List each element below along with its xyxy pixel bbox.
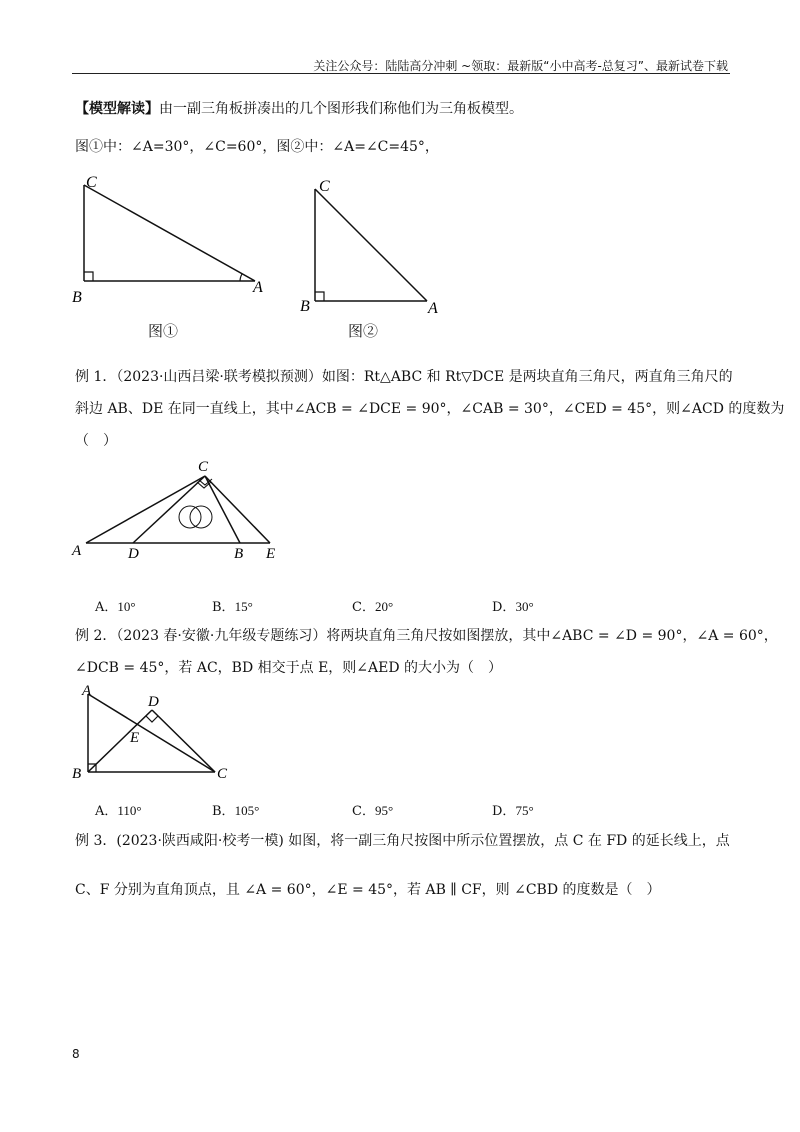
option-key: D．: [492, 600, 516, 615]
fig2-label-c: C: [319, 178, 330, 195]
example-2-line-1: 例 2．（2023 春·安徽·九年级专题练习）将两块直角三角尺按如图摆放，其中∠ABC = ∠D = 90°，∠A = 60°，: [75, 628, 778, 644]
ex2-label-e: E: [130, 730, 140, 746]
ex2-label-d: D: [148, 694, 159, 710]
ex2-label-c: C: [217, 766, 228, 782]
ex1-label-c: C: [198, 459, 209, 475]
option-key: B．: [212, 804, 235, 819]
option-value: 30°: [515, 599, 534, 614]
option-value: 105°: [234, 803, 260, 818]
example-2-diagram: [70, 680, 240, 785]
example-1-option-a: [95, 596, 136, 615]
ex2-label-a: A: [82, 683, 92, 699]
example-3-line-1: 例 3．(2023·陕西咸阳·校考一模) 如图，将一副三角尺按图中所示位置摆放，点 C 在 FD 的延长线上，点: [75, 833, 730, 849]
example-1-line-3: （ ）: [75, 433, 117, 449]
option-value: 75°: [515, 803, 534, 818]
example-1-option-b: [212, 596, 253, 615]
intro-tag: 【模型解读】: [75, 101, 159, 117]
ex1-label-a: A: [72, 543, 82, 559]
fig2-label-a: A: [428, 300, 438, 317]
example-1-option-d: [492, 596, 534, 615]
page-header: 关注公众号：陆陆高分冲刺 ~领取：最新版“小中高考-总复习”、最新试卷下载: [313, 59, 728, 73]
option-key: A．: [95, 600, 118, 615]
option-key: D．: [492, 804, 516, 819]
figure-1-caption: 图①: [148, 322, 179, 340]
option-value: 95°: [374, 803, 394, 818]
example-2-line-2: ∠DCB = 45°，若 AC，BD 相交于点 E，则∠AED 的大小为（ ）: [75, 660, 503, 676]
fig1-label-b: B: [72, 289, 82, 306]
figure-1-diagram: [70, 170, 280, 310]
example-1-line-1: 例 1．（2023·山西吕梁·联考模拟预测）如图：Rt△ABC 和 Rt▽DCE 是两块直角三角尺，两直角三角尺的: [75, 369, 733, 385]
option-value: 110°: [117, 803, 142, 818]
example-2-option-b: [212, 800, 259, 819]
option-key: C．: [352, 804, 375, 819]
example-2-option-d: [492, 800, 534, 819]
option-key: A．: [95, 804, 118, 819]
figure-2-diagram: [295, 175, 455, 320]
ex2-label-b: B: [72, 766, 82, 782]
ex1-label-e: E: [266, 546, 276, 562]
example-1-diagram: [70, 455, 295, 570]
page-number: 8: [72, 1047, 80, 1061]
option-value: 10°: [117, 599, 136, 614]
ex1-label-d: D: [128, 546, 139, 562]
intro-paragraph: [75, 99, 523, 119]
option-key: B．: [212, 600, 235, 615]
example-2-option-c: [352, 800, 393, 819]
fig1-label-a: A: [253, 279, 263, 296]
option-value: 20°: [374, 599, 394, 614]
intro-text: 由一副三角板拼凑出的几个图形我们称他们为三角板模型。: [159, 101, 523, 117]
example-3-line-2: C、F 分别为直角顶点，且 ∠A = 60°，∠E = 45°，若 AB ∥ CF，则 ∠CBD 的度数是（ ）: [75, 882, 661, 898]
example-1-option-c: [352, 596, 393, 615]
option-key: C．: [352, 600, 375, 615]
fig1-label-c: C: [86, 174, 97, 191]
option-value: 15°: [234, 599, 253, 614]
fig2-label-b: B: [300, 298, 310, 315]
figure-2-caption: 图②: [348, 322, 379, 340]
intro-angles: 图①中：∠A=30°，∠C=60°，图②中：∠A=∠C=45°，: [75, 139, 439, 155]
example-1-line-2: 斜边 AB、DE 在同一直线上，其中∠ACB = ∠DCE = 90°，∠CAB = 30°，∠CED = 45°，则∠ACD 的度数为: [75, 401, 785, 417]
ex1-label-b: B: [234, 546, 244, 562]
header-rule: [72, 73, 730, 74]
example-2-option-a: [95, 800, 142, 819]
